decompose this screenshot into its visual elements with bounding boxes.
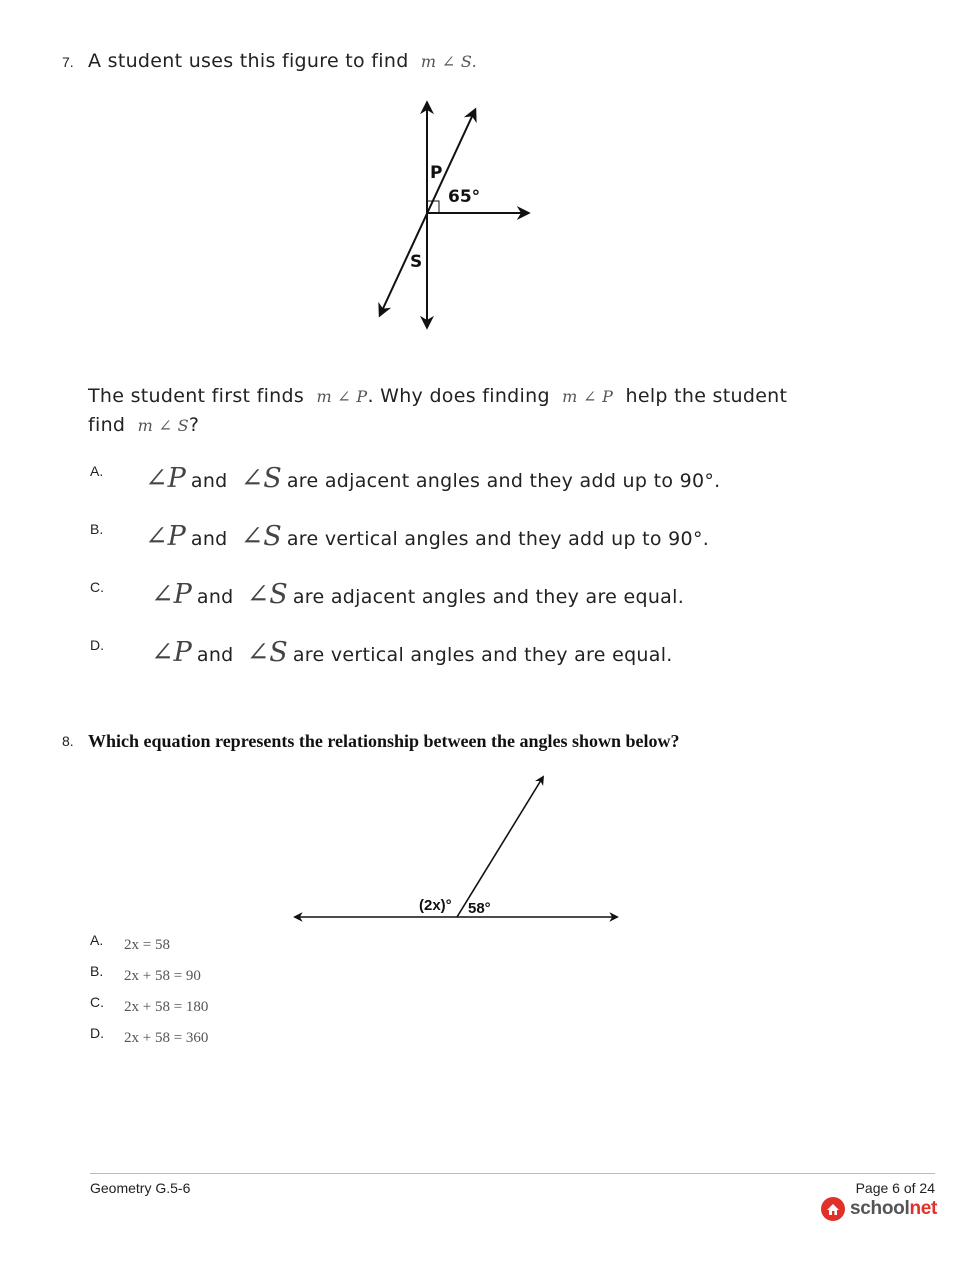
angle-symbol: ∠: [246, 579, 270, 610]
question-followup: [88, 382, 848, 440]
followup-text-4: find: [88, 414, 126, 436]
option-b[interactable]: [145, 521, 709, 552]
option-d[interactable]: [151, 637, 673, 668]
var-s: S: [269, 579, 288, 610]
option-d-and: and: [196, 644, 234, 666]
angle-symbol: ∠: [240, 463, 264, 494]
option-c-letter: C.: [90, 994, 104, 1010]
followup-text-3: help the student: [625, 385, 788, 407]
ray: [457, 777, 543, 917]
option-a-letter: A.: [90, 463, 104, 479]
var-p: P: [173, 637, 192, 668]
option-d-letter: D.: [90, 1025, 104, 1041]
option-b-and: and: [190, 528, 228, 550]
followup-text-1: The student first finds: [88, 385, 305, 407]
option-a-text: are adjacent angles and they add up to 90°.: [286, 470, 721, 492]
followup-math-2: m ∠ P: [562, 387, 614, 406]
label-p: P: [430, 163, 443, 183]
house-icon: [820, 1196, 846, 1222]
question-number: 8.: [62, 733, 74, 749]
angle-symbol: ∠: [151, 637, 174, 668]
var-s: S: [263, 521, 282, 552]
followup-math-1: m ∠ P: [316, 387, 368, 406]
option-b-text: are vertical angles and they add up to 90°.: [286, 528, 710, 550]
option-c[interactable]: 2x + 58 = 180: [124, 999, 209, 1015]
option-b[interactable]: 2x + 58 = 90: [124, 968, 201, 984]
angle-symbol: ∠: [246, 637, 270, 668]
option-a-letter: A.: [90, 932, 104, 948]
stem-text: A student uses this figure to find: [88, 50, 409, 72]
label-2x: (2x)°: [419, 897, 452, 914]
stem-math: m ∠ S: [420, 52, 472, 71]
angle-symbol: ∠: [145, 521, 168, 552]
var-p: P: [167, 463, 186, 494]
angle-symbol: ∠: [151, 579, 174, 610]
footer-divider: [90, 1173, 935, 1174]
option-d-text: are vertical angles and they are equal.: [292, 644, 673, 666]
var-s: S: [269, 637, 288, 668]
option-c-and: and: [196, 586, 234, 608]
angle-symbol: ∠: [240, 521, 264, 552]
question-stem: [88, 50, 477, 72]
angle-symbol: ∠: [145, 463, 168, 494]
schoolnet-logo: [820, 1196, 937, 1222]
option-b-letter: B.: [90, 521, 104, 537]
option-c[interactable]: [151, 579, 684, 610]
option-c-letter: C.: [90, 579, 104, 595]
option-d[interactable]: 2x + 58 = 360: [124, 1030, 209, 1046]
option-c-text: are adjacent angles and they are equal.: [292, 586, 685, 608]
label-58: 58°: [468, 900, 491, 917]
footer-course: Geometry G.5-6: [90, 1180, 191, 1196]
label-65: 65°: [448, 187, 481, 207]
option-a[interactable]: 2x = 58: [124, 937, 170, 953]
logo-school: school: [850, 1198, 910, 1219]
option-a[interactable]: [145, 463, 721, 494]
logo-net: net: [909, 1198, 938, 1219]
var-s: S: [263, 463, 282, 494]
var-p: P: [167, 521, 186, 552]
question-stem: Which equation represents the relationship between the angles shown below?: [88, 731, 680, 751]
vertical-angles-figure: [370, 95, 540, 335]
question-number: 7.: [62, 54, 74, 70]
followup-math-3: m ∠ S: [137, 416, 189, 435]
label-s: S: [410, 252, 423, 272]
option-b-letter: B.: [90, 963, 104, 979]
linear-pair-figure: [285, 770, 625, 930]
option-a-and: and: [190, 470, 228, 492]
followup-text-5: ?: [188, 414, 200, 436]
followup-text-2: . Why does finding: [367, 385, 550, 407]
option-d-letter: D.: [90, 637, 104, 653]
stem-period: .: [471, 52, 477, 71]
footer-page-number: Page 6 of 24: [855, 1180, 935, 1196]
var-p: P: [173, 579, 192, 610]
